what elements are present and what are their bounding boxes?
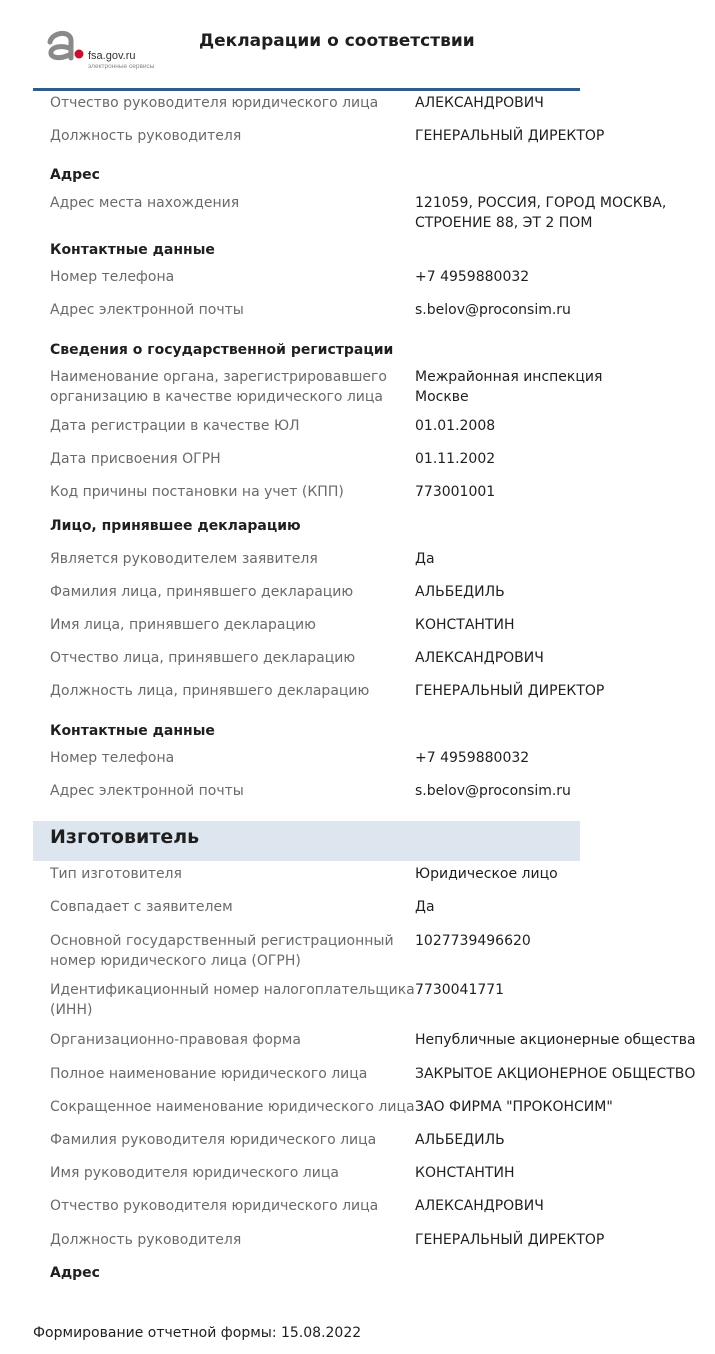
field-label: Должность руководителя bbox=[50, 128, 242, 144]
field-label: Полное наименование юридического лица bbox=[50, 1066, 368, 1082]
field-row bbox=[0, 1097, 613, 1129]
subsection-heading-contacts: Контактные данные bbox=[50, 242, 215, 258]
field-row bbox=[0, 648, 580, 680]
field-value: Да bbox=[415, 551, 435, 567]
field-label: Фамилия руководителя юридического лица bbox=[50, 1132, 377, 1148]
subsection-heading-declarant: Лицо, принявшее декларацию bbox=[50, 518, 301, 534]
field-label: Номер телефона bbox=[50, 750, 175, 766]
fsa-logo[interactable] bbox=[44, 28, 184, 70]
field-row bbox=[0, 615, 580, 647]
field-label-line2: (ИНН) bbox=[50, 1002, 93, 1018]
logo-domain-text: fsa.gov.ru bbox=[88, 50, 136, 62]
field-label: Должность лица, принявшего декларацию bbox=[50, 683, 370, 699]
field-label-line2: организацию в качестве юридического лица bbox=[50, 389, 383, 405]
field-row bbox=[0, 1030, 696, 1062]
field-value: АЛЬБЕДИЛЬ bbox=[415, 584, 505, 600]
field-value: Межрайонная инспекция bbox=[415, 369, 603, 385]
field-row bbox=[0, 482, 580, 514]
field-row bbox=[0, 267, 580, 299]
field-value: Юридическое лицо bbox=[415, 866, 558, 882]
field-value: ЗАО ФИРМА "ПРОКОНСИМ" bbox=[415, 1099, 613, 1115]
field-label: Имя руководителя юридического лица bbox=[50, 1165, 339, 1181]
field-label: Совпадает с заявителем bbox=[50, 899, 233, 915]
field-label: Дата регистрации в качестве ЮЛ bbox=[50, 418, 300, 434]
field-label: Имя лица, принявшего декларацию bbox=[50, 617, 316, 633]
field-row bbox=[0, 864, 580, 896]
field-value: ГЕНЕРАЛЬНЫЙ ДИРЕКТОР bbox=[415, 128, 605, 144]
field-label: Отчество лица, принявшего декларацию bbox=[50, 650, 356, 666]
field-row bbox=[0, 1064, 696, 1096]
field-value: ЗАКРЫТОЕ АКЦИОНЕРНОЕ ОБЩЕСТВО bbox=[415, 1066, 696, 1082]
field-row bbox=[0, 1163, 580, 1195]
field-row bbox=[0, 193, 667, 241]
field-value: ГЕНЕРАЛЬНЫЙ ДИРЕКТОР bbox=[415, 1232, 605, 1248]
field-row bbox=[0, 367, 603, 415]
field-value-line2: СТРОЕНИЕ 88, ЭТ 2 ПОМ bbox=[415, 215, 593, 231]
field-value: Да bbox=[415, 899, 435, 915]
field-row bbox=[0, 416, 580, 448]
field-row bbox=[0, 781, 580, 813]
field-row bbox=[0, 300, 580, 332]
field-label: Организационно-правовая форма bbox=[50, 1032, 301, 1048]
field-value: ГЕНЕРАЛЬНЫЙ ДИРЕКТОР bbox=[415, 683, 605, 699]
field-label: Номер телефона bbox=[50, 269, 175, 285]
field-label: Отчество руководителя юридического лица bbox=[50, 95, 379, 111]
subsection-heading-registration: Сведения о государственной регистрации bbox=[50, 342, 394, 358]
field-row bbox=[0, 126, 605, 158]
field-value: 773001001 bbox=[415, 484, 496, 500]
section-title-manufacturer: Изготовитель bbox=[50, 826, 200, 848]
field-value: 1027739496620 bbox=[415, 933, 531, 949]
field-row bbox=[0, 582, 580, 614]
field-label: Является руководителем заявителя bbox=[50, 551, 318, 567]
field-label: Фамилия лица, принявшего декларацию bbox=[50, 584, 354, 600]
report-date-footer: Формирование отчетной формы: 15.08.2022 bbox=[33, 1325, 362, 1341]
field-row bbox=[0, 1130, 580, 1162]
field-row bbox=[0, 681, 605, 713]
page-title: Декларации о соответствии bbox=[199, 31, 475, 51]
field-value-line2: Москве bbox=[415, 389, 469, 405]
field-row bbox=[0, 1230, 605, 1262]
subsection-heading-contacts: Контактные данные bbox=[50, 723, 215, 739]
field-value: Непубличные акционерные общества bbox=[415, 1032, 696, 1048]
field-label: Отчество руководителя юридического лица bbox=[50, 1198, 379, 1214]
field-row bbox=[0, 748, 580, 780]
field-label: Наименование органа, зарегистрировавшего bbox=[50, 369, 387, 385]
fsa-logo-icon bbox=[44, 28, 86, 70]
field-value: 7730041771 bbox=[415, 982, 505, 998]
field-row bbox=[0, 980, 580, 1028]
header-divider bbox=[33, 88, 580, 91]
field-value: 01.11.2002 bbox=[415, 451, 496, 467]
field-label: Адрес электронной почты bbox=[50, 302, 244, 318]
field-value: АЛЕКСАНДРОВИЧ bbox=[415, 650, 544, 666]
field-value: +7 4959880032 bbox=[415, 269, 530, 285]
field-value: АЛЕКСАНДРОВИЧ bbox=[415, 95, 544, 111]
field-label: Основной государственный регистрационный bbox=[50, 933, 394, 949]
field-value: s.belov@proconsim.ru bbox=[415, 302, 571, 318]
field-value: АЛЕКСАНДРОВИЧ bbox=[415, 1198, 544, 1214]
field-row bbox=[0, 931, 580, 979]
field-value: КОНСТАНТИН bbox=[415, 1165, 515, 1181]
field-value: КОНСТАНТИН bbox=[415, 617, 515, 633]
field-label: Адрес места нахождения bbox=[50, 195, 240, 211]
field-value: +7 4959880032 bbox=[415, 750, 530, 766]
field-row bbox=[0, 1196, 580, 1228]
field-value: АЛЬБЕДИЛЬ bbox=[415, 1132, 505, 1148]
field-value: s.belov@proconsim.ru bbox=[415, 783, 571, 799]
field-label: Тип изготовителя bbox=[50, 866, 182, 882]
field-value: 01.01.2008 bbox=[415, 418, 496, 434]
field-row bbox=[0, 93, 580, 125]
field-label: Сокращенное наименование юридического лица bbox=[50, 1099, 415, 1115]
field-row bbox=[0, 897, 580, 929]
field-row bbox=[0, 549, 580, 581]
logo-subtitle: электронные сервисы bbox=[88, 63, 155, 70]
field-label: Код причины постановки на учет (КПП) bbox=[50, 484, 344, 500]
field-value: 121059, РОССИЯ, ГОРОД МОСКВА, bbox=[415, 195, 667, 211]
field-label: Адрес электронной почты bbox=[50, 783, 244, 799]
field-label: Должность руководителя bbox=[50, 1232, 242, 1248]
field-label: Дата присвоения ОГРН bbox=[50, 451, 221, 467]
field-label-line2: номер юридического лица (ОГРН) bbox=[50, 953, 301, 969]
subsection-heading-address: Адрес bbox=[50, 1265, 100, 1281]
page-header bbox=[0, 0, 580, 92]
subsection-heading-address: Адрес bbox=[50, 167, 100, 183]
field-row bbox=[0, 449, 580, 481]
field-label: Идентификационный номер налогоплательщика bbox=[50, 982, 415, 998]
